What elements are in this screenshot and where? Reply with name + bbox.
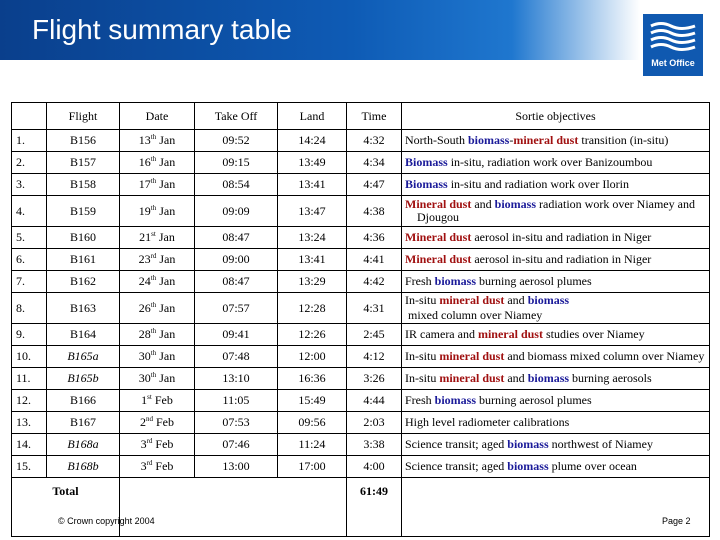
objective-text: and	[504, 293, 528, 307]
objective-text: in-situ and radiation work over Ilorin	[447, 177, 629, 191]
objective-text: in-situ, radiation work over Banizoumbou	[447, 155, 653, 169]
flight-summary-table	[11, 102, 710, 537]
slide-title: Flight summary table	[32, 14, 292, 45]
table-row	[12, 227, 710, 249]
date-suffix: th	[150, 349, 157, 357]
table-row	[12, 434, 710, 456]
flight-date	[120, 174, 195, 196]
takeoff-time: 09:00	[195, 249, 278, 271]
objective-text: IR camera and	[405, 327, 478, 341]
table-row	[12, 152, 710, 174]
date-suffix: th	[150, 274, 157, 282]
flight-date	[120, 271, 195, 293]
land-time: 09:56	[278, 412, 347, 434]
date-month: Jan	[159, 300, 176, 315]
flight-duration: 4:12	[347, 346, 402, 368]
total-spacer	[120, 478, 347, 537]
keyword-biomass: biomass	[507, 437, 549, 451]
takeoff-time: 08:47	[195, 227, 278, 249]
objective-text: Djougou	[405, 210, 459, 224]
sortie-objective	[402, 456, 710, 478]
date-day: 19	[138, 203, 151, 218]
flight-id: B168a	[47, 434, 120, 456]
flight-id: B159	[47, 196, 120, 227]
table-row	[12, 368, 710, 390]
objective-text: mixed column over Niamey	[405, 308, 543, 322]
keyword-biomass: biomass	[507, 459, 549, 473]
table-row	[12, 412, 710, 434]
total-objectives-spacer	[402, 478, 710, 537]
objective-text: burning aerosol plumes	[476, 393, 592, 407]
date-day: 24	[138, 274, 151, 288]
land-time: 13:47	[278, 196, 347, 227]
flight-duration: 3:38	[347, 434, 402, 456]
sortie-objective	[402, 271, 710, 293]
keyword-mineral-dust: mineral dust	[513, 133, 579, 147]
flight-id: B160	[47, 227, 120, 249]
logo-brand-text: Met Office	[651, 58, 695, 68]
date-month: Feb	[154, 393, 173, 407]
date-suffix: nd	[146, 415, 153, 423]
date-day: 30	[138, 349, 151, 363]
date-month: Feb	[156, 415, 174, 429]
row-number: 6.	[12, 249, 47, 271]
date-day: 2	[140, 415, 146, 429]
row-number: 1.	[12, 130, 47, 152]
flight-date	[120, 434, 195, 456]
keyword-biomass: biomass	[434, 393, 477, 407]
date-suffix: th	[150, 300, 157, 309]
row-number: 3.	[12, 174, 47, 196]
takeoff-time: 09:15	[195, 152, 278, 174]
sortie-objective	[402, 368, 710, 390]
row-number: 2.	[12, 152, 47, 174]
flight-duration: 4:34	[347, 152, 402, 174]
page-number: Page 2	[662, 516, 691, 526]
objective-text: studies over Niamey	[542, 327, 645, 341]
date-month: Jan	[159, 203, 176, 218]
flight-duration: 4:00	[347, 456, 402, 478]
flight-duration: 4:42	[347, 271, 402, 293]
objective-text: burning aerosol plumes	[476, 274, 592, 288]
flight-id: B167	[47, 412, 120, 434]
table-row	[12, 174, 710, 196]
flight-duration: 2:45	[347, 324, 402, 346]
takeoff-time: 07:57	[195, 293, 278, 324]
land-time: 12:00	[278, 346, 347, 368]
flight-date	[120, 324, 195, 346]
sortie-objective	[402, 174, 710, 196]
table-row	[12, 293, 710, 324]
met-office-logo	[643, 14, 703, 76]
row-number: 11.	[12, 368, 47, 390]
date-month: Jan	[159, 177, 176, 191]
takeoff-time: 08:54	[195, 174, 278, 196]
date-day: 17	[138, 177, 151, 191]
date-suffix: th	[150, 133, 157, 141]
objective-text: radiation work over Niamey and	[536, 197, 695, 211]
row-number: 13.	[12, 412, 47, 434]
met-office-waves-icon	[649, 20, 697, 54]
copyright-notice: © Crown copyright 2004	[58, 516, 155, 526]
slide-header	[0, 0, 720, 100]
keyword-mineral-dust: mineral dust	[439, 371, 505, 385]
flight-date	[120, 227, 195, 249]
flight-date	[120, 368, 195, 390]
total-row	[12, 478, 710, 537]
keyword-biomass: biomass	[494, 197, 537, 211]
objective-text: North-South	[405, 133, 468, 147]
takeoff-time: 07:46	[195, 434, 278, 456]
land-time: 13:24	[278, 227, 347, 249]
objective-text: plume over ocean	[548, 459, 637, 473]
flight-date	[120, 412, 195, 434]
objective-text: In-situ	[405, 349, 440, 363]
col-header-time: Time	[347, 103, 402, 130]
date-month: Feb	[155, 459, 174, 473]
sortie-objective	[402, 346, 710, 368]
sortie-objective	[402, 293, 710, 324]
sortie-objective	[402, 412, 710, 434]
keyword-mineral-dust: mineral dust	[439, 349, 505, 363]
flight-id: B162	[47, 271, 120, 293]
col-header-objectives: Sortie objectives	[402, 103, 710, 130]
flight-id: B163	[47, 293, 120, 324]
objective-text: -	[509, 133, 514, 147]
keyword-biomass: Biomass	[405, 177, 448, 191]
land-time: 14:24	[278, 130, 347, 152]
takeoff-time: 13:00	[195, 456, 278, 478]
date-suffix: rd	[150, 252, 157, 260]
flight-duration: 4:38	[347, 196, 402, 227]
objective-text: In-situ	[405, 371, 440, 385]
date-day: 16	[138, 155, 151, 169]
flight-date	[120, 152, 195, 174]
takeoff-time: 09:41	[195, 324, 278, 346]
flight-duration: 3:26	[347, 368, 402, 390]
sortie-objective	[402, 130, 710, 152]
sortie-objective	[402, 196, 710, 227]
flight-id: B165b	[47, 368, 120, 390]
takeoff-time: 13:10	[195, 368, 278, 390]
flight-id: B158	[47, 174, 120, 196]
date-month: Jan	[158, 230, 175, 244]
flight-duration: 4:47	[347, 174, 402, 196]
objective-text: and	[471, 197, 495, 211]
flight-id: B157	[47, 152, 120, 174]
takeoff-time: 11:05	[195, 390, 278, 412]
table-row	[12, 456, 710, 478]
keyword-biomass: Biomass	[405, 155, 448, 169]
keyword-mineral-dust: Mineral dust	[405, 197, 472, 211]
sortie-objective	[402, 152, 710, 174]
flight-id: B161	[47, 249, 120, 271]
date-suffix: th	[150, 155, 157, 163]
row-number: 14.	[12, 434, 47, 456]
land-time: 16:36	[278, 368, 347, 390]
land-time: 13:41	[278, 249, 347, 271]
land-time: 15:49	[278, 390, 347, 412]
flight-date	[120, 249, 195, 271]
date-day: 28	[138, 327, 151, 341]
table-row	[12, 390, 710, 412]
col-header-date: Date	[120, 103, 195, 130]
row-number: 7.	[12, 271, 47, 293]
date-day: 30	[138, 371, 151, 385]
keyword-biomass: biomass	[434, 274, 477, 288]
objective-text: Science transit; aged	[405, 459, 508, 473]
row-number: 12.	[12, 390, 47, 412]
flight-date	[120, 130, 195, 152]
flight-id: B166	[47, 390, 120, 412]
flight-id: B168b	[47, 456, 120, 478]
date-day: 23	[138, 252, 151, 266]
row-number: 4.	[12, 196, 47, 227]
takeoff-time: 07:48	[195, 346, 278, 368]
objective-text: burning aerosols	[569, 371, 652, 385]
flight-duration: 2:03	[347, 412, 402, 434]
objective-text: Fresh	[405, 274, 435, 288]
col-header-takeoff: Take Off	[195, 103, 278, 130]
flight-duration: 4:44	[347, 390, 402, 412]
date-month: Jan	[159, 252, 176, 266]
date-suffix: rd	[146, 437, 153, 445]
col-header-number	[12, 103, 47, 130]
table-row	[12, 130, 710, 152]
date-day: 26	[138, 300, 151, 315]
date-suffix: rd	[146, 459, 153, 467]
sortie-objective	[402, 390, 710, 412]
takeoff-time: 09:09	[195, 196, 278, 227]
objective-text: northwest of Niamey	[548, 437, 653, 451]
flight-date	[120, 390, 195, 412]
sortie-objective	[402, 434, 710, 456]
objective-text: Science transit; aged	[405, 437, 508, 451]
keyword-mineral-dust: Mineral dust	[405, 252, 472, 266]
sortie-objective	[402, 324, 710, 346]
land-time: 13:41	[278, 174, 347, 196]
total-time: 61:49	[347, 478, 402, 537]
flight-date	[120, 293, 195, 324]
land-time: 12:28	[278, 293, 347, 324]
flight-id: B164	[47, 324, 120, 346]
table-row	[12, 324, 710, 346]
flight-duration: 4:36	[347, 227, 402, 249]
flight-id: B165a	[47, 346, 120, 368]
objective-text: Fresh	[405, 393, 435, 407]
objective-text: transition (in-situ)	[578, 133, 669, 147]
objective-text: and biomass mixed column over Niamey	[504, 349, 705, 363]
sortie-objective	[402, 249, 710, 271]
date-day: 21	[139, 230, 152, 244]
date-suffix: st	[147, 393, 152, 401]
table-row	[12, 249, 710, 271]
flight-date	[120, 346, 195, 368]
date-suffix: st	[151, 230, 156, 238]
table-row	[12, 271, 710, 293]
keyword-mineral-dust: mineral dust	[439, 293, 505, 307]
date-day: 13	[138, 133, 151, 147]
col-header-land: Land	[278, 103, 347, 130]
date-day: 3	[140, 459, 147, 473]
row-number: 15.	[12, 456, 47, 478]
date-month: Jan	[159, 349, 176, 363]
land-time: 12:26	[278, 324, 347, 346]
date-suffix: th	[150, 203, 157, 212]
land-time: 13:29	[278, 271, 347, 293]
keyword-mineral-dust: Mineral dust	[405, 230, 472, 244]
col-header-flight: Flight	[47, 103, 120, 130]
date-month: Jan	[159, 133, 176, 147]
keyword-biomass: biomass	[527, 371, 570, 385]
keyword-biomass: biomass	[527, 293, 570, 307]
objective-text: In-situ	[405, 293, 440, 307]
keyword-biomass: biomass	[468, 133, 510, 147]
date-month: Jan	[159, 371, 176, 385]
takeoff-time: 09:52	[195, 130, 278, 152]
date-month: Jan	[159, 155, 176, 169]
row-number: 5.	[12, 227, 47, 249]
keyword-mineral-dust: mineral dust	[477, 327, 543, 341]
takeoff-time: 08:47	[195, 271, 278, 293]
flight-date	[120, 196, 195, 227]
flight-duration: 4:31	[347, 293, 402, 324]
date-day: 3	[140, 437, 147, 451]
flight-duration: 4:41	[347, 249, 402, 271]
date-month: Jan	[159, 274, 176, 288]
table-header-row	[12, 103, 710, 130]
objective-text: High level radiometer calibrations	[405, 415, 570, 429]
date-month: Feb	[155, 437, 174, 451]
objective-text: aerosol in-situ and radiation in Niger	[471, 230, 652, 244]
table-row	[12, 196, 710, 227]
row-number: 8.	[12, 293, 47, 324]
date-month: Jan	[159, 327, 176, 341]
row-number: 10.	[12, 346, 47, 368]
total-label: Total	[12, 478, 120, 537]
flight-id: B156	[47, 130, 120, 152]
objective-text: aerosol in-situ and radiation in Niger	[471, 252, 652, 266]
table-row	[12, 346, 710, 368]
date-day: 1	[141, 393, 148, 407]
row-number: 9.	[12, 324, 47, 346]
land-time: 13:49	[278, 152, 347, 174]
date-suffix: th	[150, 327, 157, 335]
land-time: 11:24	[278, 434, 347, 456]
flight-duration: 4:32	[347, 130, 402, 152]
objective-text: and	[504, 371, 528, 385]
date-suffix: th	[150, 177, 157, 185]
sortie-objective	[402, 227, 710, 249]
date-suffix: th	[150, 371, 157, 379]
land-time: 17:00	[278, 456, 347, 478]
takeoff-time: 07:53	[195, 412, 278, 434]
flight-date	[120, 456, 195, 478]
